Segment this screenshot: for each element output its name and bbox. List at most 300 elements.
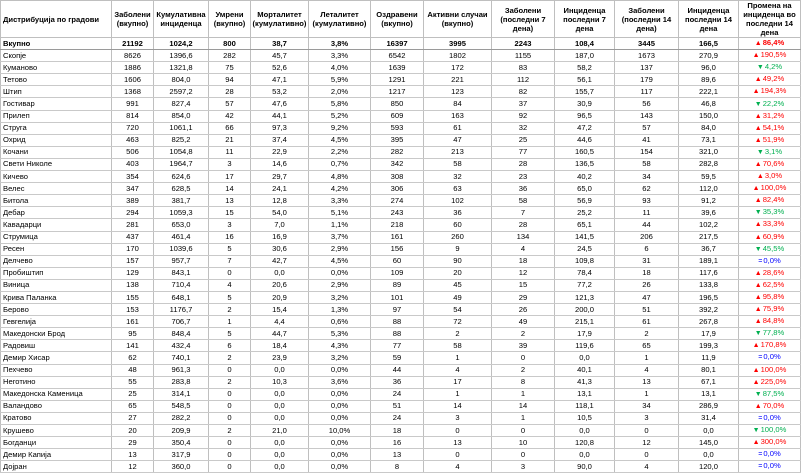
- recovered-cell[interactable]: 395: [371, 134, 424, 146]
- cases-total-cell[interactable]: 814: [112, 110, 154, 122]
- cases-total-cell[interactable]: 141: [112, 340, 154, 352]
- incidence-change-cell[interactable]: [739, 316, 801, 328]
- cases-total-cell[interactable]: 157: [112, 255, 154, 267]
- lethality-cell[interactable]: 1,1%: [309, 219, 371, 231]
- cumulative-incidence-cell[interactable]: 317,9: [154, 449, 209, 461]
- lethality-cell[interactable]: 9,2%: [309, 122, 371, 134]
- cumulative-incidence-cell[interactable]: 648,1: [154, 291, 209, 303]
- city-cell[interactable]: Демир Хисар: [1, 352, 112, 364]
- cases-total-cell[interactable]: 1368: [112, 86, 154, 98]
- incidence-7-days-cell[interactable]: 44,6: [555, 134, 615, 146]
- cases-14-days-cell[interactable]: 4: [615, 461, 679, 473]
- cases-14-days-cell[interactable]: 44: [615, 219, 679, 231]
- cumulative-incidence-cell[interactable]: 350,4: [154, 437, 209, 449]
- cases-total-cell[interactable]: 65: [112, 400, 154, 412]
- mortality-cell[interactable]: 0,0: [251, 461, 309, 473]
- lethality-cell[interactable]: 0,7%: [309, 158, 371, 170]
- cases-7-days-cell[interactable]: 2243: [492, 38, 555, 50]
- incidence-14-days-cell[interactable]: 67,1: [679, 376, 739, 388]
- cumulative-incidence-cell[interactable]: 1059,3: [154, 207, 209, 219]
- city-cell[interactable]: Струмица: [1, 231, 112, 243]
- cases-total-cell[interactable]: 170: [112, 243, 154, 255]
- cumulative-incidence-cell[interactable]: 1024,2: [154, 38, 209, 50]
- deaths-total-cell[interactable]: 5: [209, 291, 251, 303]
- incidence-change-cell[interactable]: [739, 146, 801, 158]
- recovered-cell[interactable]: 282: [371, 146, 424, 158]
- deaths-total-cell[interactable]: 0: [209, 412, 251, 424]
- active-cases-cell[interactable]: 90: [424, 255, 492, 267]
- cases-7-days-cell[interactable]: 28: [492, 219, 555, 231]
- incidence-change-cell[interactable]: [739, 425, 801, 437]
- cases-7-days-cell[interactable]: 29: [492, 291, 555, 303]
- cases-total-cell[interactable]: 95: [112, 328, 154, 340]
- cases-total-cell[interactable]: 48: [112, 364, 154, 376]
- incidence-7-days-cell[interactable]: 78,4: [555, 267, 615, 279]
- lethality-cell[interactable]: 1,3%: [309, 304, 371, 316]
- recovered-cell[interactable]: 218: [371, 219, 424, 231]
- city-cell[interactable]: Охрид: [1, 134, 112, 146]
- deaths-total-cell[interactable]: 42: [209, 110, 251, 122]
- cases-14-days-cell[interactable]: 11: [615, 207, 679, 219]
- cases-7-days-cell[interactable]: 3: [492, 461, 555, 473]
- deaths-total-cell[interactable]: 0: [209, 267, 251, 279]
- incidence-change-cell[interactable]: [739, 62, 801, 74]
- incidence-change-cell[interactable]: [739, 38, 801, 50]
- incidence-7-days-cell[interactable]: 24,5: [555, 243, 615, 255]
- incidence-change-cell[interactable]: [739, 255, 801, 267]
- mortality-cell[interactable]: 0,0: [251, 400, 309, 412]
- cumulative-incidence-cell[interactable]: 740,1: [154, 352, 209, 364]
- cumulative-incidence-cell[interactable]: 1176,7: [154, 304, 209, 316]
- cases-total-cell[interactable]: 27: [112, 412, 154, 424]
- mortality-cell[interactable]: 97,3: [251, 122, 309, 134]
- incidence-14-days-cell[interactable]: 89,6: [679, 74, 739, 86]
- cases-total-cell[interactable]: 25: [112, 388, 154, 400]
- cases-total-cell[interactable]: 389: [112, 195, 154, 207]
- cases-7-days-cell[interactable]: 25: [492, 134, 555, 146]
- incidence-7-days-cell[interactable]: 90,0: [555, 461, 615, 473]
- active-cases-cell[interactable]: 2: [424, 328, 492, 340]
- lethality-cell[interactable]: 2,2%: [309, 146, 371, 158]
- cases-7-days-cell[interactable]: 15: [492, 279, 555, 291]
- deaths-total-cell[interactable]: 28: [209, 86, 251, 98]
- mortality-cell[interactable]: 16,9: [251, 231, 309, 243]
- mortality-cell[interactable]: 44,1: [251, 110, 309, 122]
- recovered-cell[interactable]: 88: [371, 328, 424, 340]
- mortality-cell[interactable]: 14,6: [251, 158, 309, 170]
- cases-7-days-cell[interactable]: 1: [492, 388, 555, 400]
- incidence-14-days-cell[interactable]: 31,4: [679, 412, 739, 424]
- incidence-14-days-cell[interactable]: 133,8: [679, 279, 739, 291]
- cases-7-days-cell[interactable]: 12: [492, 267, 555, 279]
- incidence-change-cell[interactable]: [739, 110, 801, 122]
- incidence-7-days-cell[interactable]: 25,2: [555, 207, 615, 219]
- header-cases-7-days[interactable]: Заболени (последни 7 дена): [492, 1, 555, 38]
- cases-7-days-cell[interactable]: 8: [492, 376, 555, 388]
- deaths-total-cell[interactable]: 66: [209, 122, 251, 134]
- cases-14-days-cell[interactable]: 62: [615, 183, 679, 195]
- incidence-14-days-cell[interactable]: 17,9: [679, 328, 739, 340]
- recovered-cell[interactable]: 88: [371, 316, 424, 328]
- cases-14-days-cell[interactable]: 26: [615, 279, 679, 291]
- incidence-change-cell[interactable]: [739, 376, 801, 388]
- lethality-cell[interactable]: 3,8%: [309, 38, 371, 50]
- incidence-change-cell[interactable]: [739, 231, 801, 243]
- incidence-14-days-cell[interactable]: 189,1: [679, 255, 739, 267]
- cases-14-days-cell[interactable]: 3445: [615, 38, 679, 50]
- mortality-cell[interactable]: 0,0: [251, 437, 309, 449]
- incidence-7-days-cell[interactable]: 119,6: [555, 340, 615, 352]
- city-cell[interactable]: Дојран: [1, 461, 112, 473]
- lethality-cell[interactable]: 5,8%: [309, 98, 371, 110]
- active-cases-cell[interactable]: 32: [424, 171, 492, 183]
- incidence-14-days-cell[interactable]: 80,1: [679, 364, 739, 376]
- mortality-cell[interactable]: 20,9: [251, 291, 309, 303]
- incidence-change-cell[interactable]: [739, 134, 801, 146]
- incidence-14-days-cell[interactable]: 59,5: [679, 171, 739, 183]
- mortality-cell[interactable]: 4,4: [251, 316, 309, 328]
- city-cell[interactable]: Крива Паланка: [1, 291, 112, 303]
- cumulative-incidence-cell[interactable]: 961,3: [154, 364, 209, 376]
- cases-14-days-cell[interactable]: 2: [615, 328, 679, 340]
- header-recovered[interactable]: Оздравени (вкупно): [371, 1, 424, 38]
- city-cell[interactable]: Демир Капија: [1, 449, 112, 461]
- recovered-cell[interactable]: 24: [371, 412, 424, 424]
- incidence-7-days-cell[interactable]: 56,9: [555, 195, 615, 207]
- lethality-cell[interactable]: 4,2%: [309, 183, 371, 195]
- cumulative-incidence-cell[interactable]: 360,0: [154, 461, 209, 473]
- cumulative-incidence-cell[interactable]: 2597,2: [154, 86, 209, 98]
- incidence-7-days-cell[interactable]: 96,5: [555, 110, 615, 122]
- cumulative-incidence-cell[interactable]: 848,4: [154, 328, 209, 340]
- deaths-total-cell[interactable]: 11: [209, 146, 251, 158]
- deaths-total-cell[interactable]: 3: [209, 158, 251, 170]
- cases-7-days-cell[interactable]: 0: [492, 352, 555, 364]
- lethality-cell[interactable]: 0,0%: [309, 400, 371, 412]
- active-cases-cell[interactable]: 102: [424, 195, 492, 207]
- mortality-cell[interactable]: 45,7: [251, 50, 309, 62]
- header-cases-total[interactable]: Заболени (вкупно): [112, 1, 154, 38]
- lethality-cell[interactable]: 5,1%: [309, 207, 371, 219]
- cases-total-cell[interactable]: 55: [112, 376, 154, 388]
- cases-7-days-cell[interactable]: 82: [492, 86, 555, 98]
- recovered-cell[interactable]: 97: [371, 304, 424, 316]
- cumulative-incidence-cell[interactable]: 624,6: [154, 171, 209, 183]
- deaths-total-cell[interactable]: 2: [209, 425, 251, 437]
- lethality-cell[interactable]: 4,8%: [309, 171, 371, 183]
- city-cell[interactable]: Виница: [1, 279, 112, 291]
- incidence-change-cell[interactable]: [739, 158, 801, 170]
- incidence-14-days-cell[interactable]: 286,9: [679, 400, 739, 412]
- cases-7-days-cell[interactable]: 32: [492, 122, 555, 134]
- mortality-cell[interactable]: 15,4: [251, 304, 309, 316]
- recovered-cell[interactable]: 306: [371, 183, 424, 195]
- recovered-cell[interactable]: 308: [371, 171, 424, 183]
- cumulative-incidence-cell[interactable]: 653,0: [154, 219, 209, 231]
- city-cell[interactable]: Штип: [1, 86, 112, 98]
- city-cell[interactable]: Берово: [1, 304, 112, 316]
- active-cases-cell[interactable]: 61: [424, 122, 492, 134]
- cases-14-days-cell[interactable]: 4: [615, 364, 679, 376]
- incidence-change-cell[interactable]: [739, 437, 801, 449]
- cumulative-incidence-cell[interactable]: 282,2: [154, 412, 209, 424]
- mortality-cell[interactable]: 0,0: [251, 388, 309, 400]
- incidence-change-cell[interactable]: [739, 388, 801, 400]
- city-cell[interactable]: Крушево: [1, 425, 112, 437]
- incidence-14-days-cell[interactable]: 117,6: [679, 267, 739, 279]
- lethality-cell[interactable]: 3,2%: [309, 352, 371, 364]
- incidence-change-cell[interactable]: [739, 279, 801, 291]
- city-cell[interactable]: Свети Николе: [1, 158, 112, 170]
- cases-14-days-cell[interactable]: 137: [615, 62, 679, 74]
- incidence-change-cell[interactable]: [739, 267, 801, 279]
- cases-14-days-cell[interactable]: 57: [615, 122, 679, 134]
- incidence-14-days-cell[interactable]: 96,0: [679, 62, 739, 74]
- recovered-cell[interactable]: 36: [371, 376, 424, 388]
- mortality-cell[interactable]: 44,7: [251, 328, 309, 340]
- cases-total-cell[interactable]: 281: [112, 219, 154, 231]
- cases-7-days-cell[interactable]: 39: [492, 340, 555, 352]
- header-cumulative-incidence[interactable]: Кумулативна инциденца: [154, 1, 209, 38]
- incidence-14-days-cell[interactable]: 36,7: [679, 243, 739, 255]
- cases-total-cell[interactable]: 12: [112, 461, 154, 473]
- incidence-change-cell[interactable]: [739, 74, 801, 86]
- incidence-7-days-cell[interactable]: 65,1: [555, 219, 615, 231]
- incidence-change-cell[interactable]: [739, 183, 801, 195]
- active-cases-cell[interactable]: 58: [424, 340, 492, 352]
- active-cases-cell[interactable]: 84: [424, 98, 492, 110]
- header-cases-14-days[interactable]: Заболени (последни 14 дена): [615, 1, 679, 38]
- cases-14-days-cell[interactable]: 179: [615, 74, 679, 86]
- active-cases-cell[interactable]: 0: [424, 449, 492, 461]
- city-cell[interactable]: Гостивар: [1, 98, 112, 110]
- incidence-7-days-cell[interactable]: 118,1: [555, 400, 615, 412]
- cumulative-incidence-cell[interactable]: 209,9: [154, 425, 209, 437]
- active-cases-cell[interactable]: 9: [424, 243, 492, 255]
- cases-total-cell[interactable]: 354: [112, 171, 154, 183]
- cases-14-days-cell[interactable]: 1: [615, 388, 679, 400]
- recovered-cell[interactable]: 8: [371, 461, 424, 473]
- incidence-change-cell[interactable]: [739, 304, 801, 316]
- lethality-cell[interactable]: 0,6%: [309, 316, 371, 328]
- active-cases-cell[interactable]: 45: [424, 279, 492, 291]
- deaths-total-cell[interactable]: 15: [209, 207, 251, 219]
- deaths-total-cell[interactable]: 57: [209, 98, 251, 110]
- active-cases-cell[interactable]: 14: [424, 400, 492, 412]
- mortality-cell[interactable]: 24,1: [251, 183, 309, 195]
- incidence-14-days-cell[interactable]: 102,2: [679, 219, 739, 231]
- recovered-cell[interactable]: 850: [371, 98, 424, 110]
- cases-7-days-cell[interactable]: 2: [492, 364, 555, 376]
- recovered-cell[interactable]: 77: [371, 340, 424, 352]
- recovered-cell[interactable]: 593: [371, 122, 424, 134]
- mortality-cell[interactable]: 20,6: [251, 279, 309, 291]
- header-incidence-14-days[interactable]: Инциденца последни 14 дена: [679, 1, 739, 38]
- cumulative-incidence-cell[interactable]: 710,4: [154, 279, 209, 291]
- incidence-change-cell[interactable]: [739, 195, 801, 207]
- cumulative-incidence-cell[interactable]: 843,1: [154, 267, 209, 279]
- incidence-7-days-cell[interactable]: 13,1: [555, 388, 615, 400]
- incidence-change-cell[interactable]: [739, 243, 801, 255]
- cases-7-days-cell[interactable]: 134: [492, 231, 555, 243]
- incidence-14-days-cell[interactable]: 222,1: [679, 86, 739, 98]
- incidence-change-cell[interactable]: [739, 328, 801, 340]
- cases-7-days-cell[interactable]: 14: [492, 400, 555, 412]
- cases-14-days-cell[interactable]: 12: [615, 437, 679, 449]
- recovered-cell[interactable]: 1639: [371, 62, 424, 74]
- active-cases-cell[interactable]: 163: [424, 110, 492, 122]
- deaths-total-cell[interactable]: 0: [209, 388, 251, 400]
- incidence-change-cell[interactable]: [739, 340, 801, 352]
- mortality-cell[interactable]: 47,1: [251, 74, 309, 86]
- incidence-7-days-cell[interactable]: 160,5: [555, 146, 615, 158]
- active-cases-cell[interactable]: 260: [424, 231, 492, 243]
- city-cell[interactable]: Тетово: [1, 74, 112, 86]
- cases-14-days-cell[interactable]: 41: [615, 134, 679, 146]
- lethality-cell[interactable]: 4,0%: [309, 62, 371, 74]
- lethality-cell[interactable]: 4,5%: [309, 134, 371, 146]
- incidence-7-days-cell[interactable]: 30,9: [555, 98, 615, 110]
- incidence-14-days-cell[interactable]: 11,9: [679, 352, 739, 364]
- cases-7-days-cell[interactable]: 26: [492, 304, 555, 316]
- active-cases-cell[interactable]: 36: [424, 207, 492, 219]
- incidence-7-days-cell[interactable]: 17,9: [555, 328, 615, 340]
- incidence-change-cell[interactable]: [739, 291, 801, 303]
- incidence-change-cell[interactable]: [739, 461, 801, 473]
- cases-total-cell[interactable]: 13: [112, 449, 154, 461]
- cumulative-incidence-cell[interactable]: 548,5: [154, 400, 209, 412]
- incidence-7-days-cell[interactable]: 40,1: [555, 364, 615, 376]
- recovered-cell[interactable]: 1291: [371, 74, 424, 86]
- cases-14-days-cell[interactable]: 1673: [615, 50, 679, 62]
- incidence-14-days-cell[interactable]: 112,0: [679, 183, 739, 195]
- cases-total-cell[interactable]: 347: [112, 183, 154, 195]
- active-cases-cell[interactable]: 1: [424, 352, 492, 364]
- incidence-7-days-cell[interactable]: 120,8: [555, 437, 615, 449]
- cases-14-days-cell[interactable]: 0: [615, 449, 679, 461]
- cases-total-cell[interactable]: 29: [112, 437, 154, 449]
- deaths-total-cell[interactable]: 21: [209, 134, 251, 146]
- lethality-cell[interactable]: 5,9%: [309, 74, 371, 86]
- incidence-14-days-cell[interactable]: 145,0: [679, 437, 739, 449]
- lethality-cell[interactable]: 0,0%: [309, 437, 371, 449]
- lethality-cell[interactable]: 0,0%: [309, 267, 371, 279]
- cases-total-cell[interactable]: 991: [112, 98, 154, 110]
- incidence-14-days-cell[interactable]: 46,8: [679, 98, 739, 110]
- cases-total-cell[interactable]: 1886: [112, 62, 154, 74]
- city-cell[interactable]: Неготино: [1, 376, 112, 388]
- active-cases-cell[interactable]: 63: [424, 183, 492, 195]
- deaths-total-cell[interactable]: 2: [209, 352, 251, 364]
- header-active-cases[interactable]: Активни случаи (вкупно): [424, 1, 492, 38]
- incidence-14-days-cell[interactable]: 196,5: [679, 291, 739, 303]
- deaths-total-cell[interactable]: 4: [209, 279, 251, 291]
- incidence-14-days-cell[interactable]: 150,0: [679, 110, 739, 122]
- cases-7-days-cell[interactable]: 28: [492, 158, 555, 170]
- cases-14-days-cell[interactable]: 93: [615, 195, 679, 207]
- cases-total-cell[interactable]: 153: [112, 304, 154, 316]
- mortality-cell[interactable]: 0,0: [251, 449, 309, 461]
- city-cell[interactable]: Кратово: [1, 412, 112, 424]
- header-city[interactable]: Дистрибуција по градови: [1, 1, 112, 38]
- lethality-cell[interactable]: 3,3%: [309, 195, 371, 207]
- deaths-total-cell[interactable]: 2: [209, 304, 251, 316]
- incidence-14-days-cell[interactable]: 217,5: [679, 231, 739, 243]
- incidence-14-days-cell[interactable]: 73,1: [679, 134, 739, 146]
- cases-7-days-cell[interactable]: 112: [492, 74, 555, 86]
- incidence-7-days-cell[interactable]: 58,2: [555, 62, 615, 74]
- incidence-7-days-cell[interactable]: 121,3: [555, 291, 615, 303]
- cases-total-cell[interactable]: 20: [112, 425, 154, 437]
- city-cell[interactable]: Дебар: [1, 207, 112, 219]
- recovered-cell[interactable]: 161: [371, 231, 424, 243]
- recovered-cell[interactable]: 109: [371, 267, 424, 279]
- cases-total-cell[interactable]: 720: [112, 122, 154, 134]
- cumulative-incidence-cell[interactable]: 1039,6: [154, 243, 209, 255]
- deaths-total-cell[interactable]: 75: [209, 62, 251, 74]
- deaths-total-cell[interactable]: 0: [209, 364, 251, 376]
- cumulative-incidence-cell[interactable]: 1061,1: [154, 122, 209, 134]
- recovered-cell[interactable]: 89: [371, 279, 424, 291]
- cases-7-days-cell[interactable]: 1155: [492, 50, 555, 62]
- cumulative-incidence-cell[interactable]: 283,8: [154, 376, 209, 388]
- cumulative-incidence-cell[interactable]: 1321,8: [154, 62, 209, 74]
- lethality-cell[interactable]: 3,3%: [309, 50, 371, 62]
- cases-14-days-cell[interactable]: 154: [615, 146, 679, 158]
- cases-14-days-cell[interactable]: 47: [615, 291, 679, 303]
- cases-14-days-cell[interactable]: 6: [615, 243, 679, 255]
- cases-total-cell[interactable]: 138: [112, 279, 154, 291]
- incidence-7-days-cell[interactable]: 200,0: [555, 304, 615, 316]
- incidence-14-days-cell[interactable]: 0,0: [679, 425, 739, 437]
- incidence-7-days-cell[interactable]: 0,0: [555, 449, 615, 461]
- deaths-total-cell[interactable]: 800: [209, 38, 251, 50]
- cases-7-days-cell[interactable]: 37: [492, 98, 555, 110]
- incidence-7-days-cell[interactable]: 215,1: [555, 316, 615, 328]
- recovered-cell[interactable]: 342: [371, 158, 424, 170]
- active-cases-cell[interactable]: 72: [424, 316, 492, 328]
- cumulative-incidence-cell[interactable]: 1396,6: [154, 50, 209, 62]
- cases-total-cell[interactable]: 506: [112, 146, 154, 158]
- deaths-total-cell[interactable]: 5: [209, 243, 251, 255]
- incidence-7-days-cell[interactable]: 109,8: [555, 255, 615, 267]
- incidence-7-days-cell[interactable]: 108,4: [555, 38, 615, 50]
- city-cell[interactable]: Пехчево: [1, 364, 112, 376]
- city-cell[interactable]: Гевгелија: [1, 316, 112, 328]
- cases-total-cell[interactable]: 294: [112, 207, 154, 219]
- active-cases-cell[interactable]: 47: [424, 134, 492, 146]
- lethality-cell[interactable]: 2,9%: [309, 243, 371, 255]
- recovered-cell[interactable]: 274: [371, 195, 424, 207]
- cases-14-days-cell[interactable]: 51: [615, 304, 679, 316]
- recovered-cell[interactable]: 44: [371, 364, 424, 376]
- cases-total-cell[interactable]: 8626: [112, 50, 154, 62]
- lethality-cell[interactable]: 0,0%: [309, 412, 371, 424]
- cumulative-incidence-cell[interactable]: 432,4: [154, 340, 209, 352]
- recovered-cell[interactable]: 16: [371, 437, 424, 449]
- cases-7-days-cell[interactable]: 1: [492, 412, 555, 424]
- deaths-total-cell[interactable]: 3: [209, 219, 251, 231]
- lethality-cell[interactable]: 0,0%: [309, 364, 371, 376]
- incidence-7-days-cell[interactable]: 187,0: [555, 50, 615, 62]
- mortality-cell[interactable]: 53,2: [251, 86, 309, 98]
- active-cases-cell[interactable]: 60: [424, 219, 492, 231]
- lethality-cell[interactable]: 5,2%: [309, 110, 371, 122]
- city-cell[interactable]: Кочани: [1, 146, 112, 158]
- cases-total-cell[interactable]: 437: [112, 231, 154, 243]
- deaths-total-cell[interactable]: 0: [209, 461, 251, 473]
- city-cell[interactable]: Куманово: [1, 62, 112, 74]
